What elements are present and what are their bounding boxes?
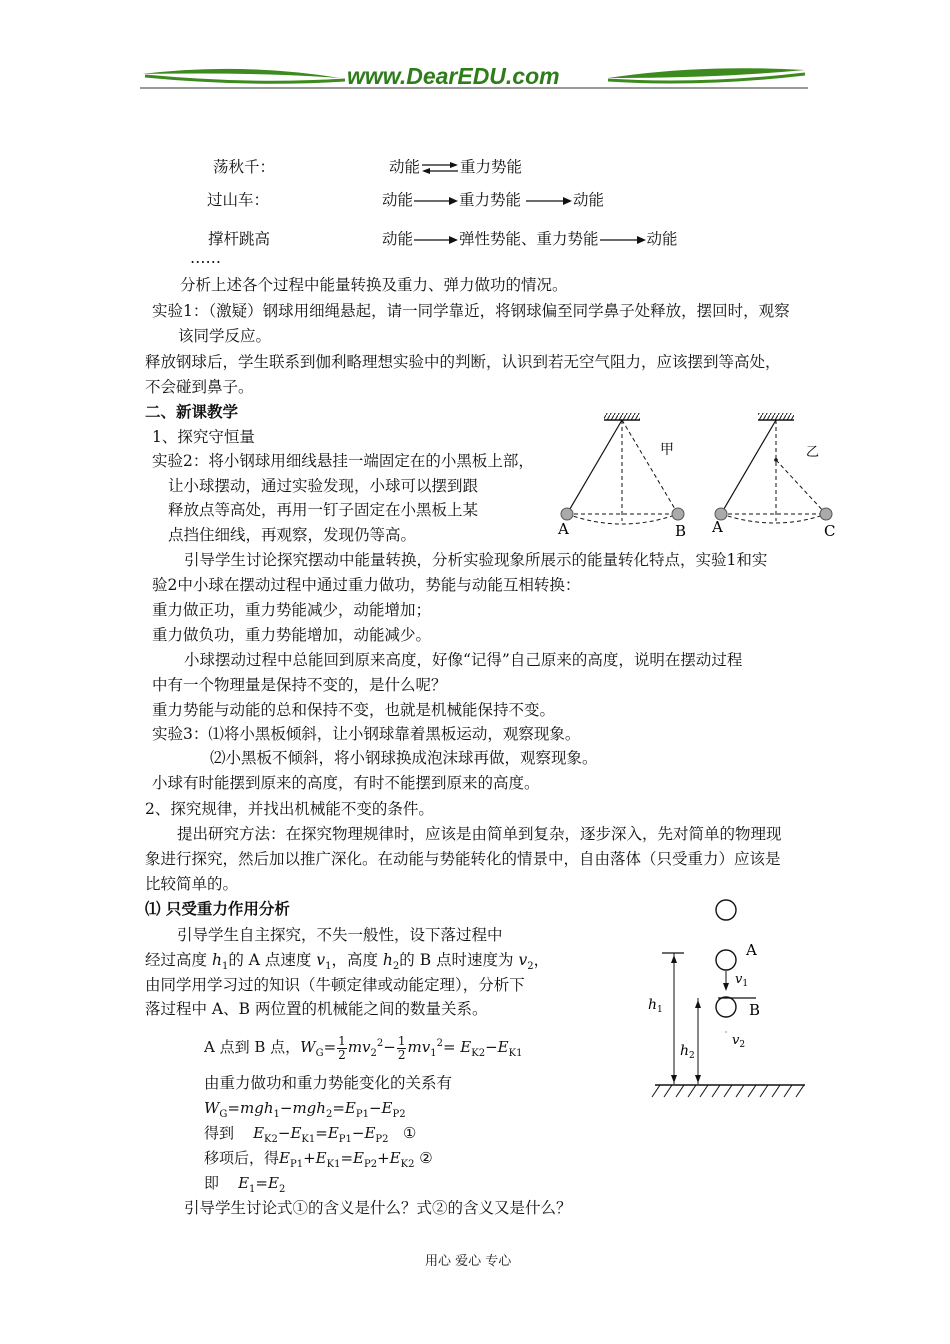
guide1-line-1: 引导学生讨论探究摆动中能量转换，分析实验现象所展示的能量转化特点，实验1和实 xyxy=(184,551,768,569)
release-line-1: 释放钢球后，学生联系到伽利略理想实验中的判断，认识到若无空气阻力，应该摆到等高处， xyxy=(145,353,781,371)
swing-potential: 重力势能 xyxy=(460,158,523,176)
sub: 1 xyxy=(221,961,229,973)
method-line-1: 提出研究方法：在探究物理规律时，应该是由简单到复杂，逐步深入，先对简单的物理现 xyxy=(177,825,782,843)
var-h: h xyxy=(211,951,222,969)
exp2-line-4: 点挡住细线，再观察，发现仍等高。 xyxy=(168,526,417,544)
coaster-chain xyxy=(382,190,604,210)
section-title-new-lesson: 二、新课教学 xyxy=(145,403,239,421)
exp3-result: 小球有时能摆到原来的高度，有时不能摆到原来的高度。 xyxy=(152,774,540,792)
text-seg: 经过高度 xyxy=(145,951,208,969)
eq-number-2: ② xyxy=(419,1149,433,1167)
arrow-right-icon xyxy=(413,234,459,246)
guide2-line-2 xyxy=(145,950,549,977)
sub: 1 xyxy=(325,961,332,973)
label-A-2: A xyxy=(712,518,723,536)
equation-2: 移项后，得$E_{P1}+E_{K1}=E_{P2}+E_{K2}$ ② xyxy=(204,1149,433,1170)
equation-work-kinetic: A 点到 B 点，$W_G=$ $\frac{1}{2}$ $mv_2^2-$ $\frac{1}{2}$ $mv_1^2= E_{K2}-E_{K1}$ xyxy=(204,1033,523,1062)
coaster-kinetic: 动能 xyxy=(382,191,414,209)
method-line-3: 比较简单的。 xyxy=(145,875,239,893)
exp2-line-3: 释放点等高处，再用一钉子固定在小黑板上某 xyxy=(168,501,479,519)
ball-C xyxy=(820,508,832,520)
guide2-line-1: 引导学生自主探究，不失一般性，设下落过程中 xyxy=(177,926,503,944)
gravity-only-title: ⑴ 只受重力作用分析 xyxy=(145,900,290,918)
polevault-kinetic-2: 动能 xyxy=(646,230,678,248)
polevault-chain xyxy=(382,229,678,249)
text-seg: 的 A 点速度 xyxy=(228,951,312,969)
release-line-2: 不会碰到鼻子。 xyxy=(145,378,254,396)
label-jia: 甲 xyxy=(660,442,674,458)
label-v1: $v_1$ xyxy=(735,972,749,989)
text-seg: ，高度 xyxy=(331,951,378,969)
subsection-2-title: 2、探究规律，并找出机械能不变的条件。 xyxy=(145,800,434,818)
var-v: v xyxy=(316,951,326,969)
swing-kinetic: 动能 xyxy=(389,158,421,176)
analysis-paragraph: 分析上述各个过程中能量转换及重力、弹力做功的情况。 xyxy=(180,276,568,294)
equation-work-potential: $W_G=mgh_1-mgh_2=E_{P1}-E_{P2}$ xyxy=(204,1099,406,1120)
site-logo[interactable]: www.DearEDU.com xyxy=(347,63,560,89)
coaster-kinetic-2: 动能 xyxy=(573,191,605,209)
exp3-line-1: 实验3：⑴将小黑板倾斜，让小钢球靠着黑板运动，观察现象。 xyxy=(152,725,581,743)
pendulum-string xyxy=(567,420,622,514)
ellipsis: …… xyxy=(190,249,221,267)
relation-text: 由重力做功和重力势能变化的关系有 xyxy=(204,1074,453,1092)
eq-number-1: ① xyxy=(402,1124,417,1142)
label-C: C xyxy=(824,522,836,540)
double-arrow-icon xyxy=(420,161,460,175)
conservation-statement: 重力势能与动能的总和保持不变，也就是机械能保持不变。 xyxy=(152,701,556,719)
guide1-line-2: 验2中小球在摆动过程中通过重力做功，势能与动能互相转换： xyxy=(152,576,581,594)
ball-A xyxy=(561,508,573,520)
exp1-line-2: 该同学反应。 xyxy=(178,327,272,345)
final-question: 引导学生讨论式①的含义是什么？式②的含义又是什么？ xyxy=(184,1199,572,1217)
label-h1: $h_1$ xyxy=(648,997,663,1015)
label-B: B xyxy=(749,1001,761,1019)
text-seg: ， xyxy=(533,951,550,969)
equation-3: 即 $E_1=E_2$ xyxy=(204,1174,286,1195)
equation-1: 得到 $E_{K2}-E_{K1}=E_{P1}-E_{P2}$ ① xyxy=(204,1124,417,1145)
coaster-label: 过山车： xyxy=(207,191,270,209)
sub: 2 xyxy=(527,961,534,973)
polevault-label: 撑杆跳高 xyxy=(208,230,271,248)
method-line-2: 象进行探究，然后加以推广深化。在动能与势能转化的情景中，自由落体（只受重力）应该是 xyxy=(145,850,781,868)
text-seg: 的 B 点时速度为 xyxy=(399,951,514,969)
free-fall-figure xyxy=(640,895,815,1115)
label-yi: 乙 xyxy=(806,445,820,460)
guide2-line-3: 由同学用学习过的知识（牛顿定律或动能定理），分析下 xyxy=(145,976,525,994)
label-A: A xyxy=(558,520,569,538)
move-label: 移项后，得 xyxy=(204,1149,280,1167)
footer-slogan: 用心 爱心 专心 xyxy=(425,1254,512,1269)
label-B: B xyxy=(675,522,687,540)
ball-initial xyxy=(716,900,736,920)
exp2-line-2: 让小球摆动，通过实验发现，小球可以摆到跟 xyxy=(168,477,479,495)
get-label: 得到 xyxy=(204,1124,235,1142)
ceiling-mount xyxy=(604,413,640,420)
polevault-potential: 弹性势能、重力势能 xyxy=(459,230,599,248)
var-h: h xyxy=(382,951,393,969)
negative-work: 重力做负功，重力势能增加，动能减少。 xyxy=(152,626,432,644)
swing-chain xyxy=(389,157,522,177)
ball-B xyxy=(672,508,684,520)
remember-line-1: 小球摆动过程中总能回到原来高度，好像“记得”自己原来的高度，说明在摆动过程 xyxy=(184,651,743,669)
guide2-line-4: 落过程中 A、B 两位置的机械能之间的数量关系。 xyxy=(145,1000,488,1018)
exp3-line-2: ⑵小黑板不倾斜，将小钢球换成泡沫球再做，观察现象。 xyxy=(210,749,598,767)
arrow-right-icon xyxy=(413,195,459,207)
var-v: v xyxy=(518,951,528,969)
coaster-potential: 重力势能 xyxy=(459,191,522,209)
arrow-right-icon xyxy=(525,195,573,207)
label-A: A xyxy=(746,941,757,959)
arrow-right-icon xyxy=(599,234,647,246)
sub: 2 xyxy=(392,961,400,973)
eq-prefix: A 点到 B 点， xyxy=(204,1038,301,1056)
exp1-line-1: 实验1：（激疑）钢球用细绳悬起，请一同学靠近，将钢球偏至同学鼻子处释放，摆回时，观察 xyxy=(152,302,790,320)
pendulum-figure xyxy=(550,408,850,543)
exp2-line-1: 实验2：将小钢球用细线悬挂一端固定在的小黑板上部， xyxy=(152,452,534,470)
polevault-kinetic: 动能 xyxy=(382,230,414,248)
ball-B xyxy=(716,997,736,1017)
positive-work: 重力做正功，重力势能减少，动能增加； xyxy=(152,601,432,619)
subsection-1-title: 1、探究守恒量 xyxy=(152,428,255,446)
ie-label: 即 xyxy=(204,1174,220,1192)
ceiling-mount xyxy=(758,413,794,420)
pendulum-yi xyxy=(715,413,832,523)
remember-line-2: 中有一个物理量是保持不变的，是什么呢？ xyxy=(152,676,447,694)
label-v2: $v_2$ xyxy=(732,1033,746,1050)
label-h2: $h_2$ xyxy=(680,1043,695,1061)
pendulum-jia xyxy=(561,413,684,524)
swing-label: 荡秋千： xyxy=(213,158,276,176)
ball-A xyxy=(716,950,736,970)
